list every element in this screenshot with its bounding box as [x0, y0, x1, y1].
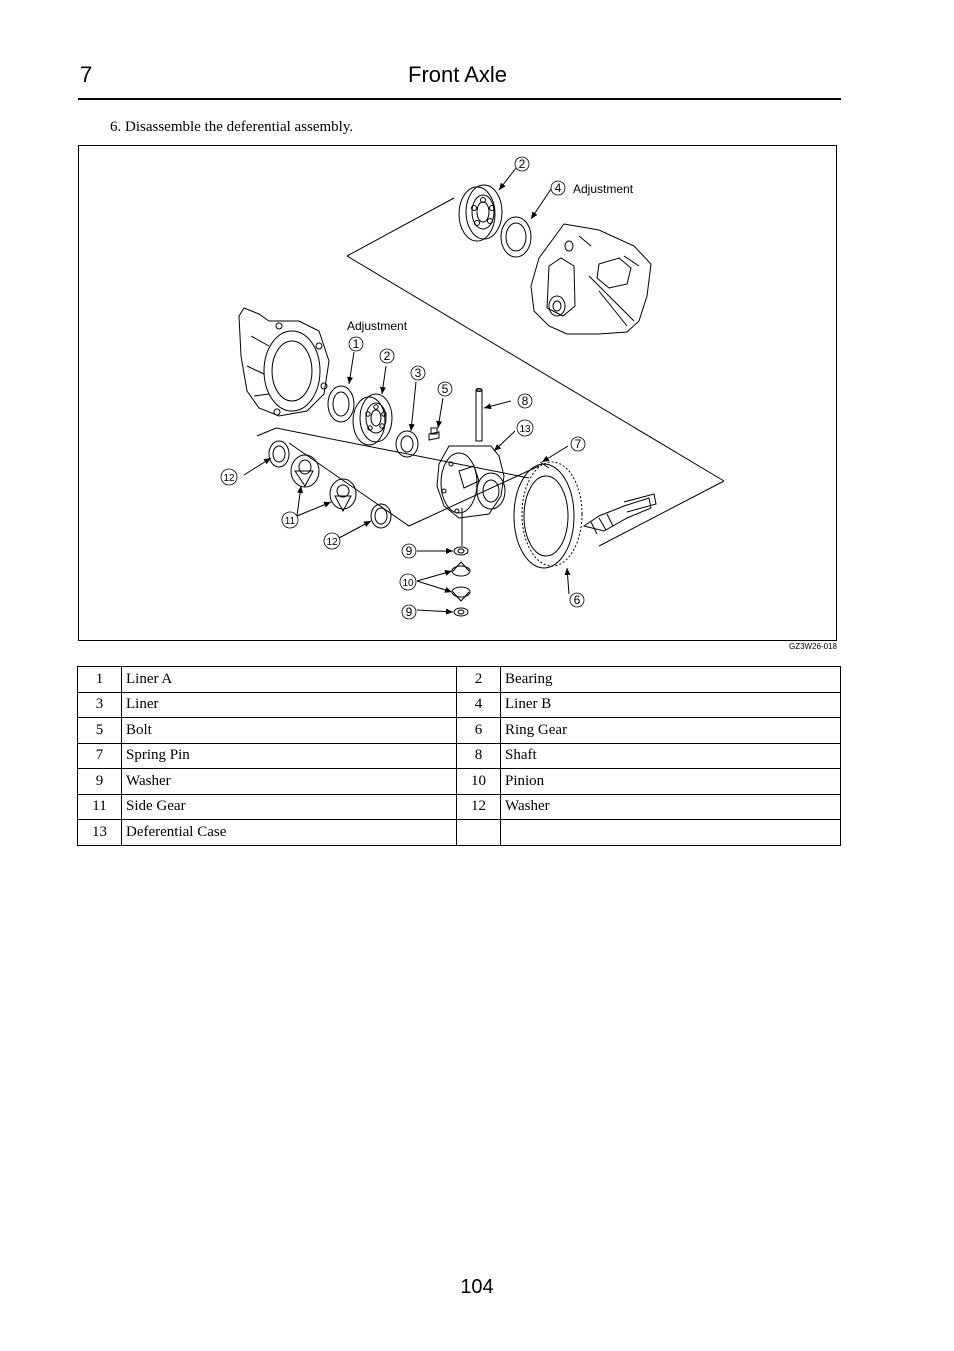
callout-4 [551, 181, 565, 195]
parts-legend-table [77, 666, 841, 846]
part-name: Liner [122, 692, 457, 718]
svg-text:6: 6 [573, 593, 581, 607]
table-row [78, 667, 841, 693]
part-number [457, 820, 501, 846]
figure-code: GZ3W26-018 [788, 642, 837, 651]
callout-12-lower [324, 533, 340, 549]
part-name: Liner A [122, 667, 457, 693]
step-instruction: 6. Disassemble the deferential assembly. [110, 119, 354, 135]
callout-7 [571, 437, 585, 451]
part-number: 6 [457, 718, 501, 744]
callout-1 [349, 337, 363, 351]
callout-2-upper [515, 157, 529, 171]
part-name: Deferential Case [122, 820, 457, 846]
part-number: 1 [78, 667, 122, 693]
part-name: Liner B [501, 692, 841, 718]
svg-text:2: 2 [383, 349, 391, 363]
part-number: 13 [78, 820, 122, 846]
part-number: 12 [457, 794, 501, 820]
part-number: 10 [457, 769, 501, 795]
table-row [78, 718, 841, 744]
part-name: Bearing [501, 667, 841, 693]
svg-text:13: 13 [519, 424, 531, 435]
part-name [501, 820, 841, 846]
adjustment-label-upper: Adjustment [573, 182, 634, 196]
callout-8 [518, 394, 532, 408]
svg-text:8: 8 [521, 394, 529, 408]
part-name: Bolt [122, 718, 457, 744]
part-number: 8 [457, 743, 501, 769]
table-row [78, 692, 841, 718]
header-rule [78, 98, 841, 100]
svg-text:4: 4 [554, 181, 562, 195]
svg-text:12: 12 [223, 473, 235, 484]
svg-text:3: 3 [414, 366, 422, 380]
part-number: 9 [78, 769, 122, 795]
callout-3 [411, 366, 425, 380]
adjustment-label-lower: Adjustment [347, 319, 408, 333]
exploded-diagram [78, 145, 837, 641]
svg-text:1: 1 [352, 337, 360, 351]
callout-9-upper [402, 544, 416, 558]
part-number: 4 [457, 692, 501, 718]
part-number: 2 [457, 667, 501, 693]
chapter-number: 7 [80, 62, 93, 87]
part-name: Spring Pin [122, 743, 457, 769]
callout-12-upper [221, 469, 237, 485]
page-number: 104 [460, 1276, 494, 1298]
callout-11 [282, 512, 298, 528]
callout-9-lower [402, 605, 416, 619]
part-number: 3 [78, 692, 122, 718]
part-name: Washer [501, 794, 841, 820]
callout-13 [517, 420, 533, 436]
part-number: 11 [78, 794, 122, 820]
chapter-title: Front Axle [408, 62, 508, 87]
table-row [78, 769, 841, 795]
svg-text:12: 12 [326, 537, 338, 548]
table-row [78, 820, 841, 846]
table-row [78, 743, 841, 769]
svg-text:7: 7 [574, 437, 582, 451]
callout-10 [400, 574, 416, 590]
svg-text:9: 9 [405, 544, 413, 558]
part-name: Pinion [501, 769, 841, 795]
part-name: Ring Gear [501, 718, 841, 744]
svg-text:5: 5 [441, 382, 449, 396]
svg-text:2: 2 [518, 157, 526, 171]
svg-text:9: 9 [405, 605, 413, 619]
callout-5 [438, 382, 452, 396]
part-name: Washer [122, 769, 457, 795]
part-name: Shaft [501, 743, 841, 769]
table-row [78, 794, 841, 820]
part-name: Side Gear [122, 794, 457, 820]
callout-2-lower [380, 349, 394, 363]
part-number: 5 [78, 718, 122, 744]
svg-text:11: 11 [284, 516, 296, 527]
part-number: 7 [78, 743, 122, 769]
svg-text:10: 10 [402, 578, 414, 589]
callout-6 [570, 593, 584, 607]
